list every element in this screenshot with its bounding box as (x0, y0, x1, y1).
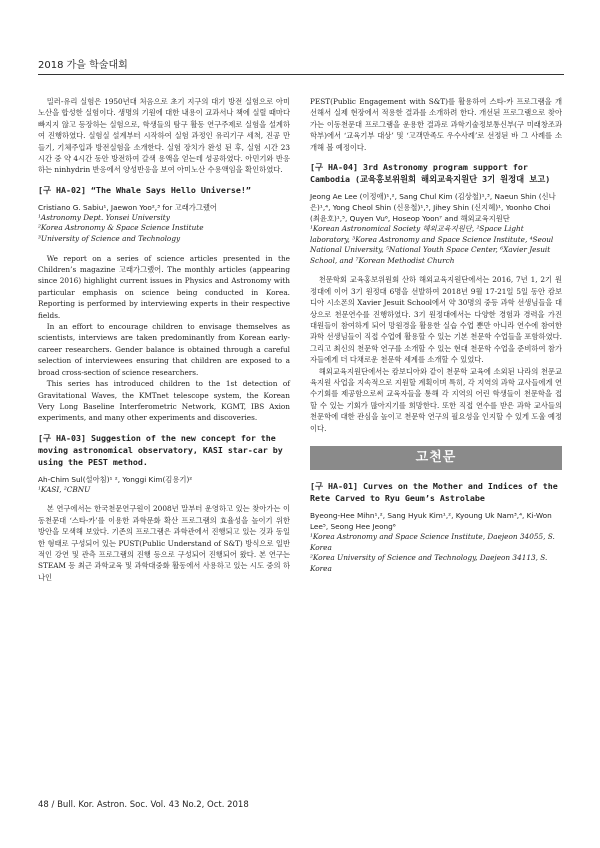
abstract-paragraph: In an effort to encourage children to envisage themselves as scientists, interviews are taken predominantly from Korean early-career researchers. Gender balance is obtained through a careful selection of interviewees ensuring that children are exposed to a broad cross-section of science researchers. (38, 322, 290, 377)
affiliation: ¹Korean Astronomical Society 해외교육지원단, ²Space Light laboratory, ³Korea Astronomy and Space Science Institute, ⁴Seoul National University, ⁵National Youth Space Center, ⁶Xavier Jesuit School, and ⁷Korean Methodist Church (310, 224, 554, 265)
affiliation: ¹Korea Astronomy and Space Science Institute, Daejeon 34055, S. Korea (310, 532, 555, 552)
section-ha02-title: [구 HA-02] “The Whale Says Hello Universe!” (38, 184, 251, 195)
section-ha03-authors: Ah-Chim Sul(설아침)¹ ², Yonggi Kim(김용기)² (38, 474, 193, 484)
affiliation: ¹Astronomy Dept. Yonsei University (38, 212, 170, 222)
running-header: 2018 가을 학술대회 (38, 60, 128, 71)
section-ha01-authors: Byeong-Hee Mihn¹,², Sang Hyuk Kim¹,², Kyoung Uk Nam³,⁴, Ki-Won Lee⁵, Seong Hee Jeong⁶ (310, 511, 552, 532)
abstract-paragraph: 본 연구에서는 한국천문연구원이 2008년 말부터 운영하고 있는 찾아가는 이동천문대 ‘스타-카’를 이용한 과학문화 확산 프로그램의 효율성을 높이기 위한 방안을 모색해 보았다. 기존의 프로그램은 과학관에서 진행되고 있는 것과 동일한 형태로 구성되어 있는 PUST(Public Understand of S&T) 방식으로 일반적인 강연 및 관측 프로그램의 진행 등으로 구성되어 진행되어 왔다. 본 연구는 STEAM 등 최근 과학교육 및 과학대중화 활동에서 사용하고 있는 시도 중의 하나인 (38, 504, 290, 582)
category-banner: 고천문 (310, 446, 562, 470)
section-ha04-authors: Jeong Ae Lee (이정애)¹,², Sang Chul Kim (김상철)¹,³, Naeun Shin (신나은)¹,⁴, Yong Cheol Shin (신용철)¹,⁵, Jihey Shin (신지혜)¹, Yoonho Choi (최윤호)¹,⁵, Quyen Vu⁶, Hoseop Yoon⁷ and 해외교육지원단 (310, 192, 556, 224)
affiliation: ¹KASI, ²CBNU (38, 484, 91, 494)
right-column (310, 96, 562, 574)
abstract-paragraph: 해외교육지원단에서는 캄보디아와 같이 천문학 교육에 소외된 나라의 천문교육지원 사업을 지속적으로 지원할 계획이며 특히, 각 지역의 과학 교사들에게 연수기회를 제공함으로써 교육자들을 통해 각 지역의 어린 학생들이 천문학을 접할 수 있는 기회가 많아지기를 희망한다. 또한 직접 연수를 받은 과학 교사들의 천문학에 대한 관심을 높이고 천문학 연구의 필요성을 인지할 수 있게 도울 예정이다. (310, 366, 562, 433)
intro-paragraph: 밀러-유리 실험은 1950년대 처음으로 초기 지구의 대기 방전 실험으로 아미노산을 합성한 실험이다. 생명의 기원에 대한 내용이 교과서나 책에 실릴 때마다 빠지지 않고 등장하는 실험으로, 학생들의 탐구 활동 연구주제로 실험을 설계하여 진행하였다. 실험실 설계부터 시작하여 실험 과정인 유리기구 세척, 진공 만들기, 기체주입과 방전실험을 소개한다. 실험 장치가 완성 된 후, 실험 시간 23시간 중 약 4시간 동안 방전하여 갈색 용액을 얻는데 성공하였다. 아민기와 반응하는 ninhydrin 반응에서 양성반응을 보여 아미노산 수용액임을 확인하였다. (38, 97, 290, 175)
header-rule (38, 74, 564, 75)
page-footer: 48 / Bull. Kor. Astron. Soc. Vol. 43 No.2, Oct. 2018 (38, 800, 249, 810)
section-ha04-title: [구 HA-04] 3rd Astronomy program support for Cambodia (교육홍보위원회 해외교육지원단 3기 원정대 보고) (310, 162, 551, 185)
abstract-paragraph: This series has introduced children to the 1st detection of Gravitational Waves, the KMTnet telescope system, the Korean Very Long Baseline Interferometric Network, KGMT, IBS Axion experiments, and many other experiments and discoveries. (38, 379, 290, 423)
affiliation: ²Korea University of Science and Technology, Daejeon 34113, S. Korea (310, 553, 548, 573)
abstract-paragraph: We report on a series of science articles presented in the Children’s magazine 고래가그랬어. The monthly articles (appearing since 2016) highlight current issues in Physics and Astronomy with particular emphasis on science being conducted in Korea. Reporting is performed by interviewing experts in their respective fields. (38, 253, 290, 320)
continued-paragraph: PEST(Public Engagement with S&T)를 활용하여 스타-카 프로그램을 개선해서 실제 현장에서 적용한 결과를 소개하려 한다. 개선된 프로그램으로 찾아가는 이동천문대 프로그램을 운용한 결과로 과학기술정보통신부(구 미래창조과학부)에서 ‘교육기부 대상’ 및 ‘고객만족도 우수사례’로 선정된 바 그 사례를 소개해 볼 예정이다. (310, 97, 562, 152)
left-column (38, 96, 290, 583)
affiliation: ²Korea Astronomy & Space Science Institute (38, 223, 204, 233)
section-ha01-title: [구 HA-01] Curves on the Mother and Indices of the Rete Carved to Ryu Geum’s Astrolabe (310, 481, 558, 504)
section-ha02-authors: Cristiano G. Sabiu¹, Jaewon Yoo²,³ for 고래가그랬어 (38, 202, 217, 212)
section-ha03-title: [구 HA-03] Suggestion of the new concept for the moving astronomical observatory, KASI star-car by using the PEST method. (38, 432, 283, 467)
affiliation: ³University of Science and Technology (38, 234, 181, 244)
abstract-paragraph: 천문학회 교육홍보위원회 산하 해외교육지원단에서는 2016, 7년 1, 2기 원정대에 이어 3기 원정대 6명을 선발하여 2018년 9월 17-21일 5일 동안 캄보디아 시소폰의 Xavier Jesuit School에서 약 30명의 중등 과학 선생님들을 대상으로 천문연수를 진행하였다. 3기 원정대에서는 다양한 경험과 경력을 가진 대원들이 참여하게 되어 망원경을 활용한 실습 수업 뿐만 아니라 연수에 참여한 과학 선생님들이 직접 수업에 활용할 수 있는 기본 천문학 수업들을 포함하였다. 그리고 최신의 천문학 연구를 소개할 수 있는 현대 천문학 수업을 준비하여 참가자들에게 더 다채로운 천문학 세계를 소개할 수 있었다. (310, 275, 562, 365)
